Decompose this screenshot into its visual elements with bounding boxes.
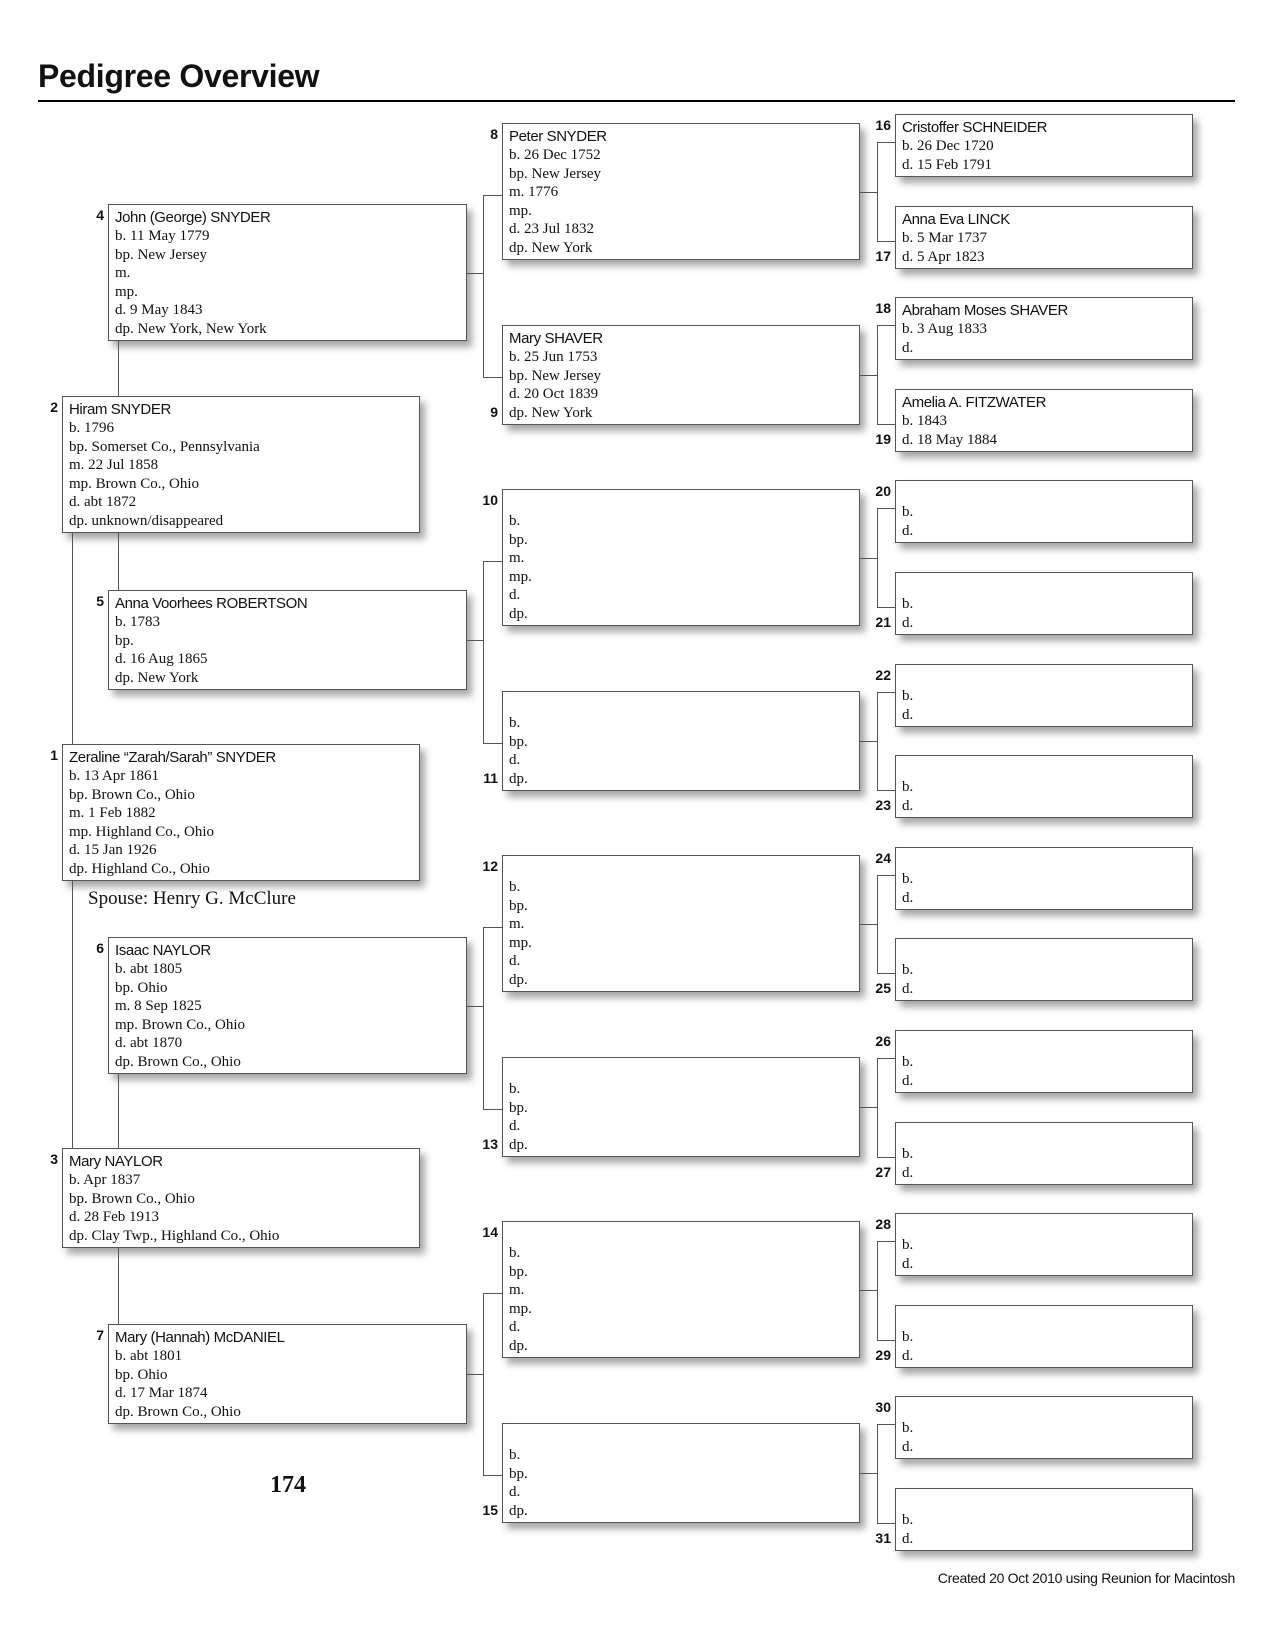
person-fact: b. 13 Apr 1861 xyxy=(69,768,159,784)
person-fact: m. xyxy=(509,916,525,932)
connector-line xyxy=(483,561,502,562)
person-fact: bp. Somerset Co., Pennsylvania xyxy=(69,438,260,455)
person-box-27[interactable] xyxy=(895,1122,1193,1185)
person-name xyxy=(902,942,1192,961)
person-box-15[interactable] xyxy=(502,1423,860,1523)
person-name: Abraham Moses SHAVER xyxy=(902,302,1068,319)
person-name: John (George) SNYDER xyxy=(115,209,271,226)
person-name: Mary SHAVER xyxy=(509,330,603,347)
person-fact: dp. xyxy=(509,971,528,988)
person-fact: b. xyxy=(902,504,914,520)
ahnentafel-number: 16 xyxy=(875,117,891,133)
person-fact: dp. Brown Co., Ohio xyxy=(115,1053,241,1070)
person-name xyxy=(902,1309,1192,1328)
connector-line xyxy=(483,377,502,378)
person-box-8[interactable] xyxy=(502,123,860,260)
person-box-19[interactable] xyxy=(895,389,1193,452)
connector-line xyxy=(877,325,895,326)
connector-line xyxy=(860,741,877,742)
connector-line xyxy=(860,375,877,376)
connector-line xyxy=(877,1340,895,1341)
connector-line xyxy=(118,533,119,590)
ahnentafel-number: 5 xyxy=(96,593,104,609)
person-fact: b. 3 Aug 1833 xyxy=(902,321,988,337)
ahnentafel-number: 31 xyxy=(875,1530,891,1546)
person-name: Anna Eva LINCK xyxy=(902,211,1010,228)
person-fact: b. xyxy=(902,1237,914,1253)
person-fact: d. xyxy=(902,614,914,631)
connector-line xyxy=(467,640,483,641)
person-fact: b. 5 Mar 1737 xyxy=(902,230,987,246)
ahnentafel-number: 14 xyxy=(482,1224,498,1240)
ahnentafel-number: 4 xyxy=(96,207,104,223)
person-box-16[interactable] xyxy=(895,114,1193,177)
ahnentafel-number: 27 xyxy=(875,1164,891,1180)
person-name xyxy=(902,1034,1192,1053)
person-box-10[interactable] xyxy=(502,489,860,626)
person-fact: b. xyxy=(902,779,914,795)
person-fact: d. xyxy=(902,797,914,814)
person-fact: bp. New Jersey xyxy=(509,165,602,182)
person-fact: dp. xyxy=(509,605,528,622)
connector-line xyxy=(877,692,895,693)
person-fact: d. xyxy=(509,587,521,603)
person-fact: d. xyxy=(902,339,914,356)
person-fact: d. xyxy=(902,1164,914,1181)
ahnentafel-number: 9 xyxy=(490,404,498,420)
person-fact: d. 9 May 1843 xyxy=(115,302,203,318)
person-fact: b. xyxy=(509,1081,521,1097)
ahnentafel-number: 1 xyxy=(50,747,58,763)
person-fact: m. xyxy=(115,265,131,281)
person-fact: m. xyxy=(509,550,525,566)
person-name xyxy=(902,1126,1192,1145)
person-name xyxy=(902,668,1192,687)
person-fact: dp. New York, New York xyxy=(115,320,267,337)
person-fact: d. 28 Feb 1913 xyxy=(69,1209,159,1225)
person-fact: d. xyxy=(902,889,914,906)
person-fact: bp. xyxy=(509,897,528,914)
person-fact: d. abt 1872 xyxy=(69,494,137,510)
connector-line xyxy=(877,790,895,791)
ahnentafel-number: 6 xyxy=(96,940,104,956)
person-name xyxy=(902,1400,1192,1419)
person-box-5[interactable] xyxy=(108,590,467,690)
person-box-3[interactable] xyxy=(62,1148,420,1248)
person-box-30[interactable] xyxy=(895,1396,1193,1459)
person-fact: m. 22 Jul 1858 xyxy=(69,457,159,473)
person-fact: mp. xyxy=(115,283,138,300)
connector-line xyxy=(483,1475,502,1476)
person-box-20[interactable] xyxy=(895,480,1193,543)
page-number: 174 xyxy=(270,1472,306,1498)
person-fact: bp. Brown Co., Ohio xyxy=(69,1190,195,1207)
ahnentafel-number: 23 xyxy=(875,797,891,813)
person-fact: dp. xyxy=(509,1502,528,1519)
connector-line xyxy=(877,424,895,425)
person-fact: dp. Clay Twp., Highland Co., Ohio xyxy=(69,1227,280,1244)
connector-line xyxy=(860,558,877,559)
connector-line xyxy=(118,341,119,396)
person-box-23[interactable] xyxy=(895,755,1193,818)
person-fact: b. 26 Dec 1752 xyxy=(509,147,601,163)
connector-line xyxy=(483,1109,502,1110)
person-name: Hiram SNYDER xyxy=(69,401,171,418)
person-fact: dp. Brown Co., Ohio xyxy=(115,1403,241,1420)
connector-line xyxy=(877,325,878,425)
person-fact: b. 1796 xyxy=(69,420,114,436)
person-name xyxy=(902,851,1192,870)
person-fact: b. abt 1805 xyxy=(115,961,183,977)
ahnentafel-number: 2 xyxy=(50,399,58,415)
person-fact: d. xyxy=(902,1072,914,1089)
person-fact: d. xyxy=(902,1255,914,1272)
ahnentafel-number: 29 xyxy=(875,1347,891,1363)
connector-line xyxy=(118,1074,119,1148)
ahnentafel-number: 28 xyxy=(875,1216,891,1232)
connector-line xyxy=(877,875,878,974)
ahnentafel-number: 20 xyxy=(875,483,891,499)
person-fact: b. xyxy=(509,879,521,895)
ahnentafel-number: 13 xyxy=(482,1136,498,1152)
person-name xyxy=(902,576,1192,595)
connector-line xyxy=(860,1473,877,1474)
person-box-29[interactable] xyxy=(895,1305,1193,1368)
connector-line xyxy=(877,142,878,242)
person-fact: mp. xyxy=(509,934,532,951)
person-fact: d. xyxy=(509,752,521,768)
connector-line xyxy=(483,1293,484,1476)
person-name xyxy=(509,695,859,714)
connector-line xyxy=(860,1107,877,1108)
person-fact: d. 15 Jan 1926 xyxy=(69,842,157,858)
person-fact: bp. New Jersey xyxy=(509,367,602,384)
person-fact: d. xyxy=(509,1484,521,1500)
person-fact: b. xyxy=(902,1146,914,1162)
person-fact: dp. New York xyxy=(509,239,593,256)
ahnentafel-number: 7 xyxy=(96,1327,104,1343)
person-fact: mp. Brown Co., Ohio xyxy=(69,475,200,492)
person-fact: bp. xyxy=(509,1263,528,1280)
person-fact: d. xyxy=(509,953,521,969)
ahnentafel-number: 8 xyxy=(490,126,498,142)
connector-line xyxy=(877,1424,895,1425)
connector-line xyxy=(877,1241,878,1341)
person-fact: d. xyxy=(902,980,914,997)
person-fact: m. 1 Feb 1882 xyxy=(69,805,156,821)
person-fact: mp. xyxy=(509,1300,532,1317)
person-fact: d. 20 Oct 1839 xyxy=(509,386,599,402)
person-box-7[interactable] xyxy=(108,1324,467,1424)
ahnentafel-number: 19 xyxy=(875,431,891,447)
person-fact: dp. xyxy=(509,1337,528,1354)
connector-line xyxy=(118,1248,119,1324)
connector-line xyxy=(877,692,878,791)
person-fact: b. xyxy=(902,688,914,704)
connector-line xyxy=(72,881,73,1148)
connector-line xyxy=(72,533,73,744)
person-fact: d. xyxy=(902,1438,914,1455)
person-fact: b. 25 Jun 1753 xyxy=(509,349,598,365)
person-fact: b. 26 Dec 1720 xyxy=(902,138,994,154)
person-fact: b. xyxy=(902,962,914,978)
person-fact: bp. Brown Co., Ohio xyxy=(69,786,195,803)
connector-line xyxy=(483,927,502,928)
person-fact: mp. Highland Co., Ohio xyxy=(69,823,214,840)
ahnentafel-number: 15 xyxy=(482,1502,498,1518)
person-name xyxy=(509,1061,859,1080)
ahnentafel-number: 22 xyxy=(875,667,891,683)
ahnentafel-number: 17 xyxy=(875,248,891,264)
connector-line xyxy=(483,195,502,196)
connector-line xyxy=(860,192,877,193)
person-fact: b. xyxy=(902,1512,914,1528)
person-name xyxy=(509,1225,859,1244)
ahnentafel-number: 21 xyxy=(875,614,891,630)
person-fact: d. xyxy=(902,522,914,539)
title-rule xyxy=(38,100,1235,102)
connector-line xyxy=(483,927,484,1110)
person-fact: d. xyxy=(902,1530,914,1547)
person-fact: d. 18 May 1884 xyxy=(902,431,997,448)
person-fact: m. 8 Sep 1825 xyxy=(115,998,202,1014)
person-name xyxy=(509,859,859,878)
person-fact: d. xyxy=(509,1319,521,1335)
person-fact: b. 1843 xyxy=(902,413,947,429)
person-fact: b. xyxy=(902,1054,914,1070)
person-box-4[interactable] xyxy=(108,204,467,341)
person-name: Mary (Hannah) McDANIEL xyxy=(115,1329,285,1346)
person-box-26[interactable] xyxy=(895,1030,1193,1093)
person-fact: d. 15 Feb 1791 xyxy=(902,156,992,173)
person-box-18[interactable] xyxy=(895,297,1193,360)
connector-line xyxy=(483,1293,502,1294)
person-name xyxy=(902,484,1192,503)
person-name xyxy=(902,759,1192,778)
ahnentafel-number: 24 xyxy=(875,850,891,866)
person-fact: b. xyxy=(509,1447,521,1463)
person-name: Zeraline “Zarah/Sarah” SNYDER xyxy=(69,749,276,766)
person-fact: bp. xyxy=(509,733,528,750)
person-box-13[interactable] xyxy=(502,1057,860,1157)
person-box-31[interactable] xyxy=(895,1488,1193,1551)
person-fact: bp. Ohio xyxy=(115,979,168,996)
person-fact: b. xyxy=(902,1329,914,1345)
person-name xyxy=(902,1217,1192,1236)
person-fact: d. xyxy=(902,1347,914,1364)
ahnentafel-number: 10 xyxy=(482,492,498,508)
connector-line xyxy=(877,1157,895,1158)
person-fact: dp. unknown/disappeared xyxy=(69,512,224,529)
person-fact: bp. xyxy=(115,632,134,649)
ahnentafel-number: 25 xyxy=(875,980,891,996)
person-box-17[interactable] xyxy=(895,206,1193,269)
person-fact: bp. xyxy=(509,531,528,548)
person-fact: dp. New York xyxy=(115,669,199,686)
person-box-21[interactable] xyxy=(895,572,1193,635)
person-fact: m. xyxy=(509,1282,525,1298)
person-fact: b. xyxy=(902,596,914,612)
connector-line xyxy=(877,1058,878,1158)
person-name xyxy=(509,493,859,512)
person-box-14[interactable] xyxy=(502,1221,860,1358)
connector-line xyxy=(877,241,895,242)
person-fact: b. abt 1801 xyxy=(115,1348,183,1364)
person-name: Anna Voorhees ROBERTSON xyxy=(115,595,308,612)
person-box-11[interactable] xyxy=(502,691,860,791)
person-fact: b. 11 May 1779 xyxy=(115,228,210,244)
connector-line xyxy=(483,743,502,744)
person-name: Isaac NAYLOR xyxy=(115,942,211,959)
person-fact: bp. Ohio xyxy=(115,1366,168,1383)
connector-line xyxy=(877,508,878,608)
person-name xyxy=(509,1427,859,1446)
person-box-2[interactable] xyxy=(62,396,420,533)
person-name: Mary NAYLOR xyxy=(69,1153,163,1170)
person-box-28[interactable] xyxy=(895,1213,1193,1276)
person-fact: dp. xyxy=(509,770,528,787)
person-fact: d. xyxy=(509,1118,521,1134)
person-fact: mp. xyxy=(509,568,532,585)
person-box-24[interactable] xyxy=(895,847,1193,910)
person-fact: d. xyxy=(902,706,914,723)
connector-line xyxy=(877,875,895,876)
connector-line xyxy=(467,1006,483,1007)
person-fact: bp. New Jersey xyxy=(115,246,208,263)
person-name xyxy=(902,1492,1192,1511)
connector-line xyxy=(877,607,895,608)
ahnentafel-number: 18 xyxy=(875,300,891,316)
person-fact: d. 17 Mar 1874 xyxy=(115,1385,208,1401)
connector-line xyxy=(877,1523,895,1524)
person-fact: b. xyxy=(902,871,914,887)
page-title: Pedigree Overview xyxy=(38,58,320,94)
connector-line xyxy=(877,1424,878,1524)
person-name: Cristoffer SCHNEIDER xyxy=(902,119,1048,136)
connector-line xyxy=(483,561,484,744)
person-fact: d. 16 Aug 1865 xyxy=(115,651,208,667)
connector-line xyxy=(483,195,484,378)
ahnentafel-number: 30 xyxy=(875,1399,891,1415)
person-fact: b. xyxy=(509,1245,521,1261)
person-box-1[interactable] xyxy=(62,744,420,881)
person-fact: d. 5 Apr 1823 xyxy=(902,248,985,265)
person-fact: bp. xyxy=(509,1099,528,1116)
ahnentafel-number: 12 xyxy=(482,858,498,874)
person-fact: mp. xyxy=(509,202,532,219)
person-box-9[interactable] xyxy=(502,325,860,425)
person-fact: b. 1783 xyxy=(115,614,160,630)
connector-line xyxy=(877,142,895,143)
person-box-12[interactable] xyxy=(502,855,860,992)
ahnentafel-number: 3 xyxy=(50,1151,58,1167)
ahnentafel-number: 11 xyxy=(483,770,498,786)
connector-line xyxy=(467,1374,483,1375)
person-fact: b. Apr 1837 xyxy=(69,1172,141,1188)
spouse-line: Spouse: Henry G. McClure xyxy=(88,888,296,909)
person-name: Amelia A. FITZWATER xyxy=(902,394,1047,411)
person-fact: m. 1776 xyxy=(509,184,559,200)
connector-line xyxy=(860,1290,877,1291)
person-fact: d. abt 1870 xyxy=(115,1035,183,1051)
person-fact: dp. New York xyxy=(509,404,593,421)
connector-line xyxy=(877,508,895,509)
person-box-25[interactable] xyxy=(895,938,1193,1001)
connector-line xyxy=(860,924,877,925)
ahnentafel-number: 26 xyxy=(875,1033,891,1049)
person-fact: b. xyxy=(509,513,521,529)
person-fact: mp. Brown Co., Ohio xyxy=(115,1016,246,1033)
connector-line xyxy=(467,273,483,274)
person-fact: b. xyxy=(509,715,521,731)
connector-line xyxy=(877,973,895,974)
person-fact: dp. xyxy=(509,1136,528,1153)
person-fact: d. 23 Jul 1832 xyxy=(509,221,595,237)
person-box-6[interactable] xyxy=(108,937,467,1074)
person-fact: dp. Highland Co., Ohio xyxy=(69,860,210,877)
connector-line xyxy=(877,1241,895,1242)
person-fact: bp. xyxy=(509,1465,528,1482)
connector-line xyxy=(877,1058,895,1059)
footer-credit: Created 20 Oct 2010 using Reunion for Macintosh xyxy=(937,1570,1235,1586)
person-name: Peter SNYDER xyxy=(509,128,607,145)
person-fact: b. xyxy=(902,1420,914,1436)
person-box-22[interactable] xyxy=(895,664,1193,727)
